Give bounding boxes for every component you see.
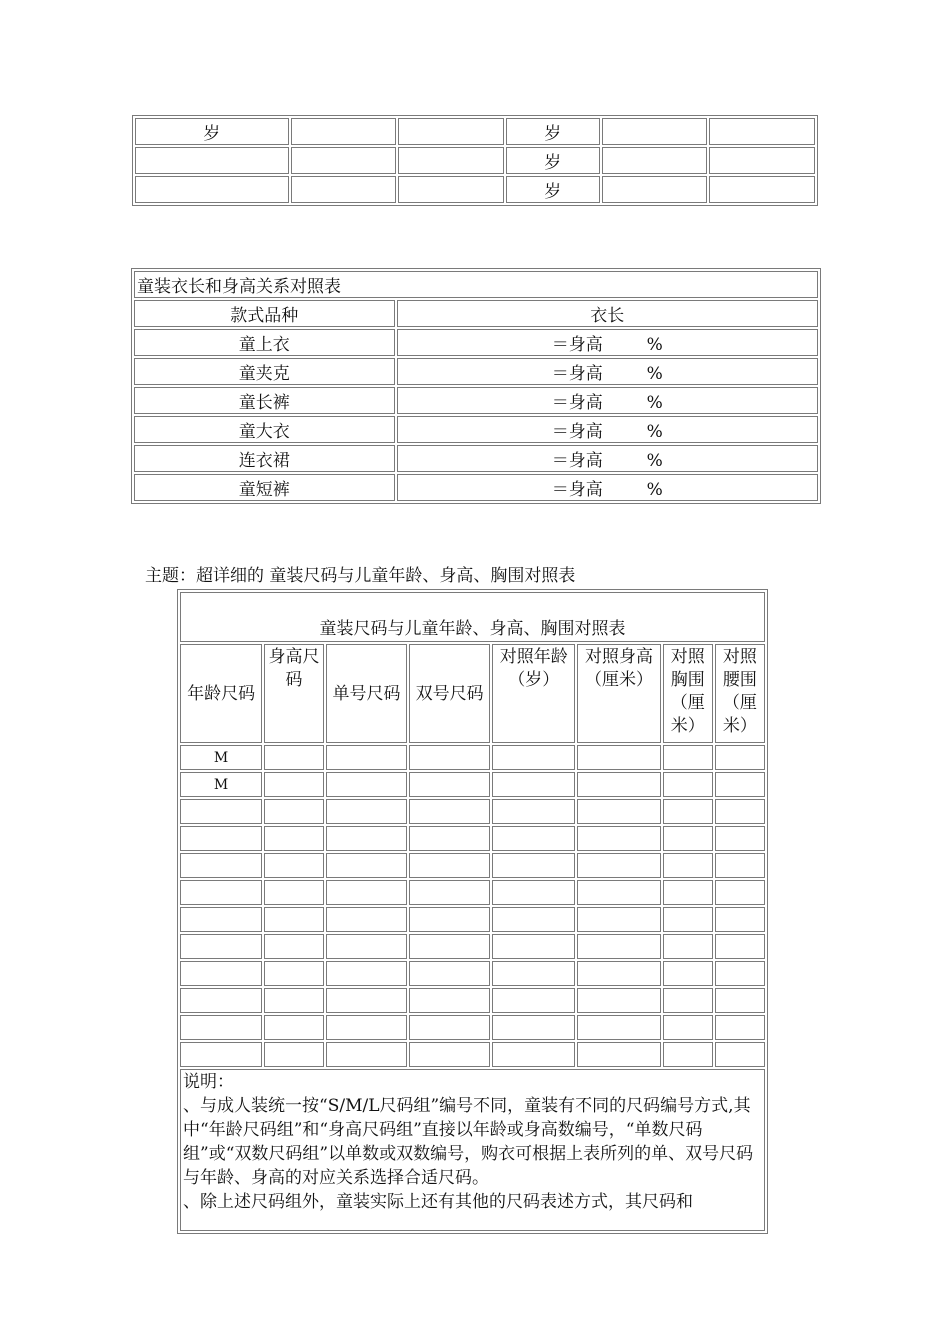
table-cell — [577, 853, 660, 878]
table-cell — [577, 1015, 660, 1040]
table-cell — [577, 934, 660, 959]
table-row — [180, 799, 765, 824]
table-row — [180, 772, 765, 797]
table-cell — [264, 1015, 324, 1040]
style-cell: 童大衣 — [134, 416, 395, 443]
table-cell — [326, 826, 407, 851]
table-cell — [409, 934, 490, 959]
table-cell — [180, 826, 262, 851]
percent-unit: % — [646, 480, 663, 500]
table-cell — [492, 799, 575, 824]
table-cell — [180, 988, 262, 1013]
header-ref-chest: 对照胸围（厘米） — [663, 644, 713, 743]
table-cell — [291, 118, 397, 145]
table-row — [180, 961, 765, 986]
table-cell: 岁 — [506, 118, 600, 145]
table-row — [180, 988, 765, 1013]
header-age-size: 年龄尺码 — [180, 644, 262, 743]
table-cell — [326, 1042, 407, 1067]
table-cell — [715, 961, 765, 986]
table-row — [180, 880, 765, 905]
table-cell — [663, 907, 713, 932]
table-row — [135, 176, 815, 203]
table-cell — [291, 147, 397, 174]
table-cell — [409, 1042, 490, 1067]
table-cell — [180, 799, 262, 824]
table-cell — [577, 1042, 660, 1067]
length-cell — [397, 474, 818, 501]
table-cell — [715, 1015, 765, 1040]
style-cell: 童长裤 — [134, 387, 395, 414]
table-cell — [326, 853, 407, 878]
header-odd-size: 单号尺码 — [326, 644, 407, 743]
note-line: 、与成人装统一按“S/M/L尺码组”编号不同，童装有不同的尺码编号方式,其中“年龄尺码组”和“身高尺码组”直接以年龄或身高数编号，“单数尺码组”或“双数尺码组”以单数或双数编号，购衣可根据上表所列的单、双号尺码与年龄、身高的对应关系选择合适尺码。 — [183, 1096, 754, 1188]
length-height-table — [131, 268, 821, 504]
table-cell — [715, 799, 765, 824]
table-cell — [492, 853, 575, 878]
table-cell — [577, 880, 660, 905]
table-cell — [715, 880, 765, 905]
table-cell — [180, 961, 262, 986]
table-cell — [326, 907, 407, 932]
length-formula: ＝身高 — [551, 422, 603, 442]
table-row — [180, 826, 765, 851]
header-ref-age: 对照年龄（岁） — [492, 644, 575, 743]
table-cell — [492, 826, 575, 851]
table-cell — [709, 118, 815, 145]
header-ref-height: 对照身高（厘米） — [577, 644, 660, 743]
table-cell — [326, 880, 407, 905]
length-formula: ＝身高 — [551, 364, 603, 384]
table-cell — [492, 1015, 575, 1040]
table-cell — [264, 961, 324, 986]
table-cell — [577, 826, 660, 851]
table-cell — [492, 961, 575, 986]
table-cell — [492, 772, 575, 797]
length-formula: ＝身高 — [551, 480, 603, 500]
table-row — [134, 358, 818, 385]
table-cell — [135, 176, 289, 203]
table-cell: 岁 — [135, 118, 289, 145]
table-cell — [602, 118, 708, 145]
length-formula: ＝身高 — [551, 451, 603, 471]
table-cell — [715, 988, 765, 1013]
table-cell — [180, 1042, 262, 1067]
percent-unit: % — [646, 364, 663, 384]
table-row — [180, 1015, 765, 1040]
subject-line: 主题：超详细的 童装尺码与儿童年龄、身高、胸围对照表 — [145, 566, 576, 586]
table-row — [180, 745, 765, 770]
style-cell: 童上衣 — [134, 329, 395, 356]
table-row — [134, 445, 818, 472]
table-cell — [577, 772, 660, 797]
header-height-size: 身高尺码 — [264, 644, 324, 743]
table-cell — [663, 880, 713, 905]
table-cell — [264, 826, 324, 851]
table-cell — [492, 880, 575, 905]
table-cell — [663, 961, 713, 986]
style-cell: 童夹克 — [134, 358, 395, 385]
table-cell — [663, 1042, 713, 1067]
header-length: 衣长 — [397, 300, 818, 327]
table-cell — [180, 880, 262, 905]
table-row — [134, 329, 818, 356]
table-cell — [409, 799, 490, 824]
table-cell — [715, 826, 765, 851]
table-cell — [264, 1042, 324, 1067]
table-cell — [409, 1015, 490, 1040]
table-cell — [326, 934, 407, 959]
table-cell — [577, 907, 660, 932]
table-cell — [264, 988, 324, 1013]
table-cell — [398, 176, 504, 203]
length-formula: ＝身高 — [551, 335, 603, 355]
table-cell — [715, 934, 765, 959]
table-row — [180, 907, 765, 932]
table-cell: M — [180, 745, 262, 770]
table-cell — [264, 907, 324, 932]
table-cell — [492, 1042, 575, 1067]
table-cell — [663, 853, 713, 878]
table-cell — [264, 745, 324, 770]
table-cell: 岁 — [506, 176, 600, 203]
note-title: 说明： — [183, 1072, 234, 1092]
table-cell — [409, 880, 490, 905]
table-cell — [577, 799, 660, 824]
table-cell — [663, 934, 713, 959]
table-cell — [492, 907, 575, 932]
table-cell — [409, 745, 490, 770]
table-cell — [709, 176, 815, 203]
style-cell: 连衣裙 — [134, 445, 395, 472]
table-cell — [409, 907, 490, 932]
table-cell — [663, 772, 713, 797]
style-cell: 童短裤 — [134, 474, 395, 501]
table-cell — [663, 745, 713, 770]
length-cell — [397, 445, 818, 472]
table-cell — [663, 1015, 713, 1040]
table-cell — [326, 988, 407, 1013]
table-cell — [180, 907, 262, 932]
size-chart-title: 童装尺码与儿童年龄、身高、胸围对照表 — [180, 592, 765, 642]
note-cell — [180, 1069, 765, 1231]
size-chart-table — [177, 589, 768, 1234]
table-cell — [715, 772, 765, 797]
percent-unit: % — [646, 393, 663, 413]
table-cell — [398, 147, 504, 174]
table-cell: M — [180, 772, 262, 797]
length-formula: ＝身高 — [551, 393, 603, 413]
table-row — [180, 853, 765, 878]
header-style: 款式品种 — [134, 300, 395, 327]
table-cell — [602, 147, 708, 174]
table-cell — [409, 988, 490, 1013]
table-cell — [264, 853, 324, 878]
table-cell — [709, 147, 815, 174]
table-cell — [492, 934, 575, 959]
table-cell — [264, 772, 324, 797]
percent-unit: % — [646, 335, 663, 355]
table-row — [180, 934, 765, 959]
header-even-size: 双号尺码 — [409, 644, 490, 743]
table-cell — [663, 826, 713, 851]
table-row — [180, 1042, 765, 1067]
percent-unit: % — [646, 422, 663, 442]
table-cell — [180, 1015, 262, 1040]
table-cell — [409, 826, 490, 851]
table-row — [135, 118, 815, 145]
table-row — [134, 416, 818, 443]
table-cell — [326, 799, 407, 824]
table-cell — [409, 853, 490, 878]
table-cell — [409, 772, 490, 797]
table-caption: 童装衣长和身高关系对照表 — [134, 271, 818, 298]
table-cell — [492, 745, 575, 770]
table-cell: 岁 — [506, 147, 600, 174]
length-cell — [397, 387, 818, 414]
table-cell — [577, 961, 660, 986]
table-cell — [135, 147, 289, 174]
table-row — [134, 387, 818, 414]
table-cell — [326, 1015, 407, 1040]
table-cell — [264, 799, 324, 824]
note-line: 、除上述尺码组外，童装实际上还有其他的尺码表述方式，其尺码和 — [183, 1192, 693, 1212]
percent-unit: % — [646, 451, 663, 471]
table-cell — [663, 988, 713, 1013]
table-cell — [492, 988, 575, 1013]
length-cell — [397, 329, 818, 356]
table-cell — [326, 772, 407, 797]
table-cell — [180, 853, 262, 878]
table-row — [134, 474, 818, 501]
table-cell — [264, 880, 324, 905]
table-cell — [409, 961, 490, 986]
table-cell — [398, 118, 504, 145]
table-cell — [602, 176, 708, 203]
table-cell — [715, 1042, 765, 1067]
length-cell — [397, 358, 818, 385]
table-cell — [326, 745, 407, 770]
table-cell — [291, 176, 397, 203]
table-row — [135, 147, 815, 174]
table-cell — [715, 853, 765, 878]
table-cell — [577, 988, 660, 1013]
header-ref-waist: 对照腰围（厘米） — [715, 644, 765, 743]
table-cell — [715, 907, 765, 932]
table-cell — [577, 745, 660, 770]
table-cell — [264, 934, 324, 959]
length-cell — [397, 416, 818, 443]
table-cell — [715, 745, 765, 770]
age-size-table — [132, 115, 818, 206]
table-cell — [663, 799, 713, 824]
table-cell — [326, 961, 407, 986]
table-cell — [180, 934, 262, 959]
